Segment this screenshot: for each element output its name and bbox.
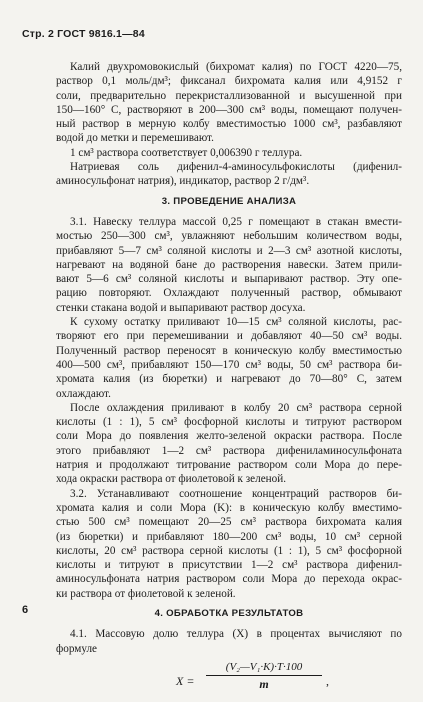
- text-line: вают 5—6 см³ соляной кислоты и выпаривают раствор. Эту опе-: [56, 273, 402, 286]
- paragraph-reagent-dichromate: [56, 60, 402, 146]
- tellurium-formula: [56, 658, 402, 702]
- text-line: ки раствора от фиолетовой к зеленой.: [56, 587, 236, 600]
- text-line: Полученный раствор переносят в коническую колбу вместимостью: [56, 344, 402, 357]
- text-line: соли, предварительно перекристаллизованной и высушенной при: [56, 89, 402, 102]
- formula-fraction: [206, 660, 322, 692]
- page-header: Стр. 2 ГОСТ 9816.1—84: [22, 28, 145, 40]
- text-line: 150—160° С, растворяют в 200—300 см³ воды, помещают получен-: [56, 103, 402, 116]
- text-line: формуле: [56, 642, 97, 655]
- paragraph-equivalence: [56, 146, 402, 160]
- text-line: раствор 0,1 моль/дм³; фиксанал бихромата калия или 4,9152 г: [56, 75, 402, 88]
- page-number: 6: [22, 604, 29, 616]
- text-line: 400—500 см³, прибавляют 150—170 см³ воды, 50 см³ раствора би-: [56, 358, 402, 371]
- text-line: соли Мора до появления желто-зеленой окраски раствора. После: [56, 430, 402, 443]
- text-line: аминосульфонат натрия), индикатор, раствор 2 г/дм³.: [56, 175, 310, 188]
- text-line: ный раствор в мерную колбу вместимостью 1000 см³, разбавляют: [56, 118, 402, 131]
- paragraph-3-2: [56, 487, 402, 601]
- page-body: [56, 60, 402, 702]
- formula-denominator: m: [259, 677, 269, 692]
- text-line: этого прибавляют 1—2 см³ раствора дифениламиносульфоната: [56, 444, 402, 457]
- text-line: 3.2. Устанавливают соотношение концентраций растворов би-: [70, 487, 402, 500]
- section-title-analysis: 3. ПРОВЕДЕНИЕ АНАЛИЗА: [161, 195, 297, 207]
- text-line: нагревают на водяной бане до растворения навески. Затем прили-: [56, 258, 402, 271]
- formula-numerator: (V₂—V₁·K)·T·100: [206, 660, 322, 676]
- text-line: кислоты, 20 см³ раствора серной кислоты (1 : 1), 5 см³ фосфорной: [56, 544, 402, 557]
- text-line: стенки стакана водой и выпаривают раствор досуха.: [56, 301, 306, 314]
- text-line: 1 см³ раствора соответствует 0,006390 г теллура.: [70, 146, 303, 159]
- text-line: натрия и продолжают титрование раствором соли Мора до пере-: [56, 459, 402, 472]
- text-line: (из бюретки) и прибавляют 180—200 см³ воды, 10 см³ серной: [56, 530, 402, 543]
- section-title-results: 4. ОБРАБОТКА РЕЗУЛЬТАТОВ: [154, 607, 304, 619]
- text-line: хромата калия (из бюретки) и нагревают до 70—80° С, затем: [56, 373, 402, 386]
- text-line: творяют его при перемешивании и добавляют 40—50 см³ воды.: [56, 330, 402, 343]
- text-line: стью 500 см³ помещают 20—25 см³ раствора бихромата калия: [56, 516, 402, 529]
- text-line: кислоты (1 : 1), 5 см³ фосфорной кислоты и титруют раствором: [56, 416, 402, 429]
- text-line: водой до метки и перемешивают.: [56, 132, 214, 145]
- formula-trailing-comma: ,: [326, 673, 329, 688]
- text-line: мостью 250—300 см³, увлажняют небольшим количеством воды,: [56, 230, 402, 243]
- text-line: хода окраски раствора от фиолетовой к зеленой.: [56, 473, 287, 486]
- text-line: хромата калия и соли Мора (K): в коническую колбу вместимо-: [56, 501, 402, 514]
- text-line: Калий двухромовокислый (бихромат калия) по ГОСТ 4220—75,: [70, 61, 402, 73]
- paragraph-titration: [56, 401, 402, 487]
- text-line: кислоты и титруют в присутствии 1—2 см³ раствора дифенил-: [56, 559, 402, 572]
- formula-lhs: X =: [176, 673, 195, 688]
- paragraph-dry-residue: [56, 315, 402, 401]
- text-line: охлаждают.: [56, 387, 111, 400]
- text-line: аминосульфоната натрия раствором соли Мора до перехода окрас-: [56, 573, 402, 586]
- text-line: Натриевая соль дифенил-4-аминосульфокислоты (дифенил-: [70, 161, 402, 174]
- text-line: прибавляют 5—7 см³ соляной кислоты и 2—3 см³ азотной кислоты,: [56, 244, 402, 257]
- paragraph-3-1: [56, 215, 402, 315]
- text-line: К сухому остатку приливают 10—15 см³ соляной кислоты, рас-: [70, 316, 402, 329]
- text-line: 4.1. Массовую долю теллура (X) в процентах вычисляют по: [70, 628, 402, 641]
- paragraph-indicator: [56, 160, 402, 189]
- text-line: рацию повторяют. Охлаждают полученный раствор, обмывают: [56, 287, 402, 300]
- text-line: 3.1. Навеску теллура массой 0,25 г помещают в стакан вмести-: [70, 215, 402, 228]
- text-line: После охлаждения приливают в колбу 20 см³ раствора серной: [70, 401, 402, 414]
